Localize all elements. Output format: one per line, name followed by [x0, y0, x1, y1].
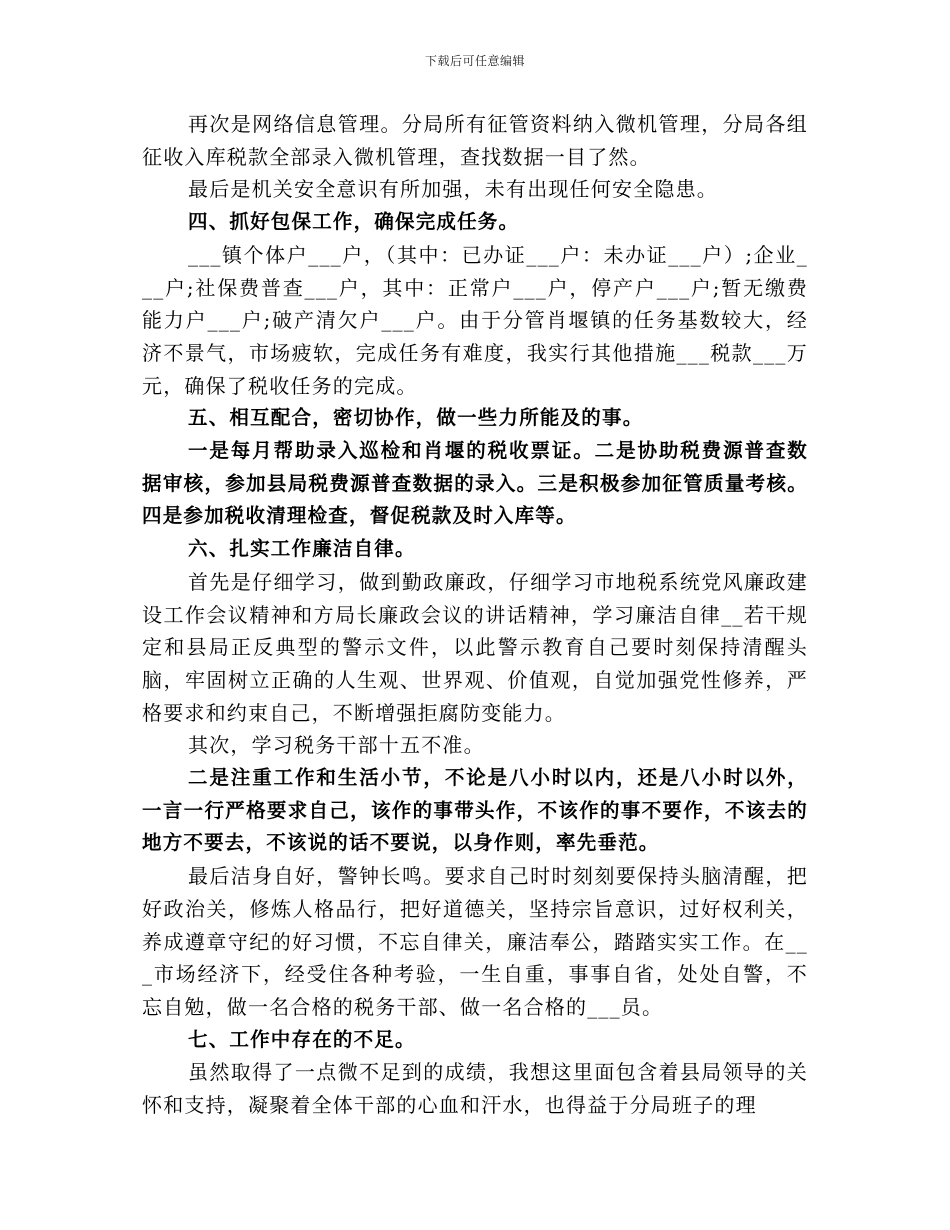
paragraph-daily-conduct: 二是注重工作和生活小节，不论是八小时以内，还是八小时以外，一言一行严格要求自己，该作的事带头作，不该作的事不要作，不该去的地方不要去，不该说的话不要说，以身作则，率先垂范。	[142, 766, 808, 855]
section-heading-4: 四、抓好包保工作，确保完成任务。	[188, 210, 520, 234]
paragraph-study-integrity: 首先是仔细学习，做到勤政廉政，仔细学习市地税系统党风廉政建设工作会议精神和方局长廉政会议的讲话精神，学习廉洁自律__若干规定和县局正反典型的警示文件，以此警示教育自己要时刻保持清醒头脑，牢固树立正确的人生观、世界观、价值观，自觉加强党性修养，严格要求和约束自己，不断增强拒腐防变能力。	[142, 569, 808, 725]
paragraph-fifteen-prohibitions: 其次，学习税务干部十五不准。	[188, 733, 485, 758]
paragraph-shortcomings: 虽然取得了一点微不足到的成绩，我想这里面包含着县局领导的关怀和支持，凝聚着全体干部的心血和汗水，也得益于分局班子的理	[142, 1060, 808, 1118]
paragraph-household-stats: ___镇个体户___户，（其中：已办证___户：未办证___户）;企业___户;社保费普查___户，其中：正常户___户，停产户___户;暂无缴费能力户___户;破产清欠户___户。由于分管肖堰镇的任务基数较大，经济不景气，市场疲软，完成任务有难度，我实行其他措施___税款___万元，确保了税收任务的完成。	[142, 242, 808, 398]
page-header: 下载后可任意编辑	[424, 54, 525, 68]
section-heading-6: 六、扎实工作廉洁自律。	[188, 537, 416, 561]
paragraph-self-discipline: 最后洁身自好，警钟长鸣。要求自己时时刻刻要保持头脑清醒，把好政治关，修炼人格品行，把好道德关，坚持宗旨意识，过好权利关，养成遵章守纪的好习惯，不忘自律关，廉洁奉公，踏踏实实工作。在___市场经济下，经受住各种考验，一生自重，事事自省，处处自警，不忘自勉，做一名合格的税务干部、做一名合格的___员。	[142, 864, 808, 1019]
paragraph-cooperation-tasks: 一是每月帮助录入巡检和肖堰的税收票证。二是协助税费源普查数据审核，参加县局税费源普查数据的录入。三是积极参加征管质量考核。四是参加税收清理检查，督促税款及时入库等。	[142, 439, 808, 528]
paragraph-network-management: 再次是网络信息管理。分局所有征管资料纳入微机管理，分局各组征收入库税款全部录入微机管理，查找数据一目了然。	[142, 112, 808, 169]
document-body	[142, 108, 808, 1122]
section-heading-5: 五、相互配合，密切协作，做一些力所能及的事。	[188, 406, 644, 430]
section-heading-7: 七、工作中存在的不足。	[188, 1027, 416, 1051]
paragraph-security-awareness: 最后是机关安全意识有所加强，未有出现任何安全隐患。	[188, 177, 718, 202]
